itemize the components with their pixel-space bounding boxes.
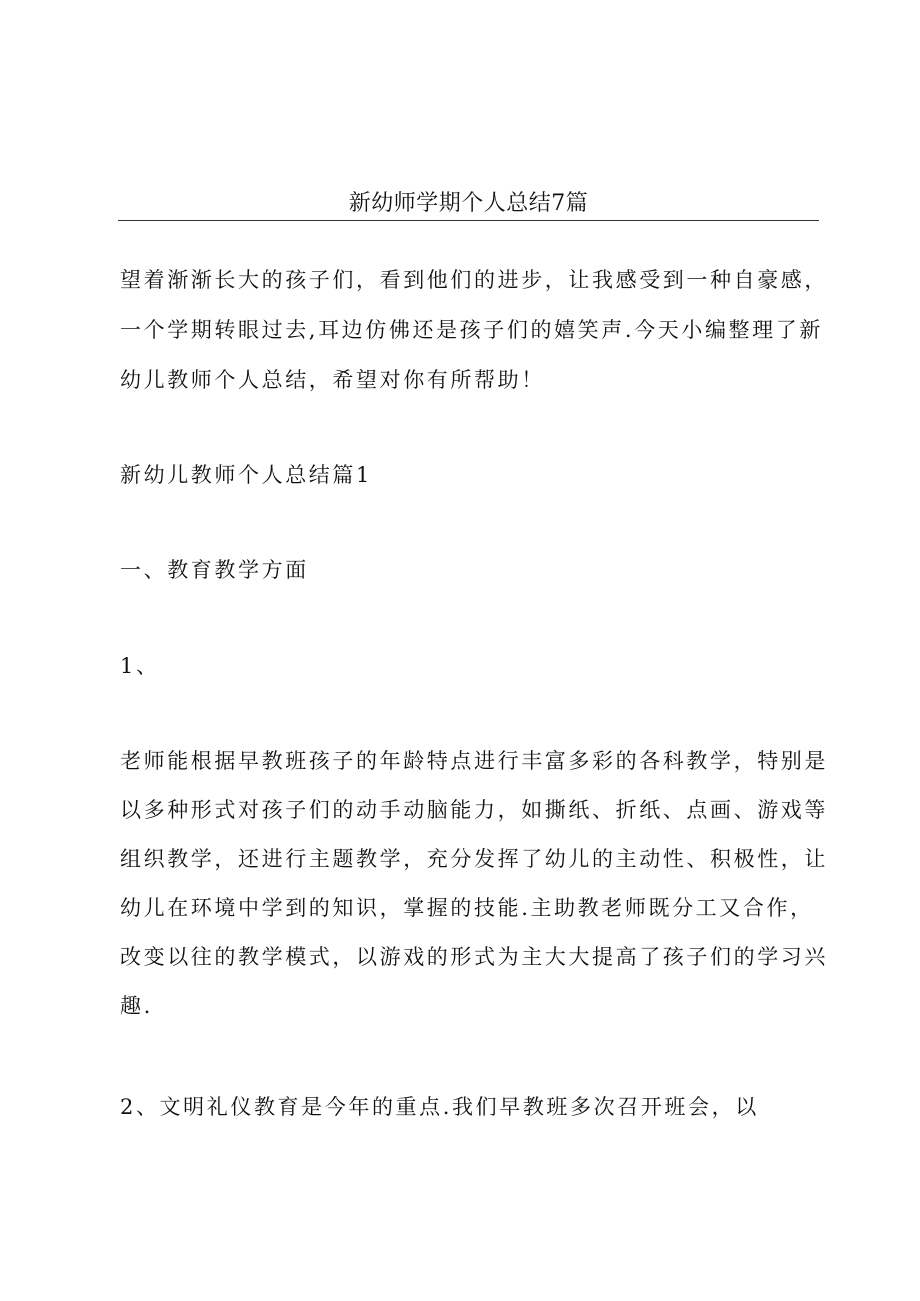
intro-line: 幼儿教师个人总结，希望对你有所帮助！ <box>120 368 545 392</box>
paragraph-line: 组织教学，还进行主题教学，充分发挥了幼儿的主动性、积极性，让 <box>120 847 828 871</box>
page-title: 新幼师学期个人总结7篇 <box>348 191 589 216</box>
paragraph-line: 改变以往的教学模式，以游戏的形式为主大大提高了孩子们的学习兴 <box>120 945 828 969</box>
intro-line: 一个学期转眼过去,耳边仿佛还是孩子们的嬉笑声.今天小编整理了新 <box>120 318 823 342</box>
section-heading: 新幼儿教师个人总结篇1 <box>120 463 372 487</box>
paragraph-line: 幼儿在环境中学到的知识，掌握的技能.主助教老师既分工又合作， <box>120 896 814 920</box>
item-label: 1、 <box>120 654 160 678</box>
paragraph-line: 2、文明礼仪教育是今年的重点.我们早教班多次召开班会，以 <box>120 1095 759 1119</box>
intro-line: 望着渐渐长大的孩子们，看到他们的进步，让我感受到一种自豪感， <box>120 268 828 292</box>
paragraph-line: 趣. <box>120 994 153 1018</box>
paragraph-line: 以多种形式对孩子们的动手动脑能力，如撕纸、折纸、点画、游戏等 <box>120 798 828 822</box>
document-header <box>118 182 819 221</box>
paragraph-line: 老师能根据早教班孩子的年龄特点进行丰富多彩的各科教学，特别是 <box>120 749 828 773</box>
subheading: 一、教育教学方面 <box>120 558 309 582</box>
